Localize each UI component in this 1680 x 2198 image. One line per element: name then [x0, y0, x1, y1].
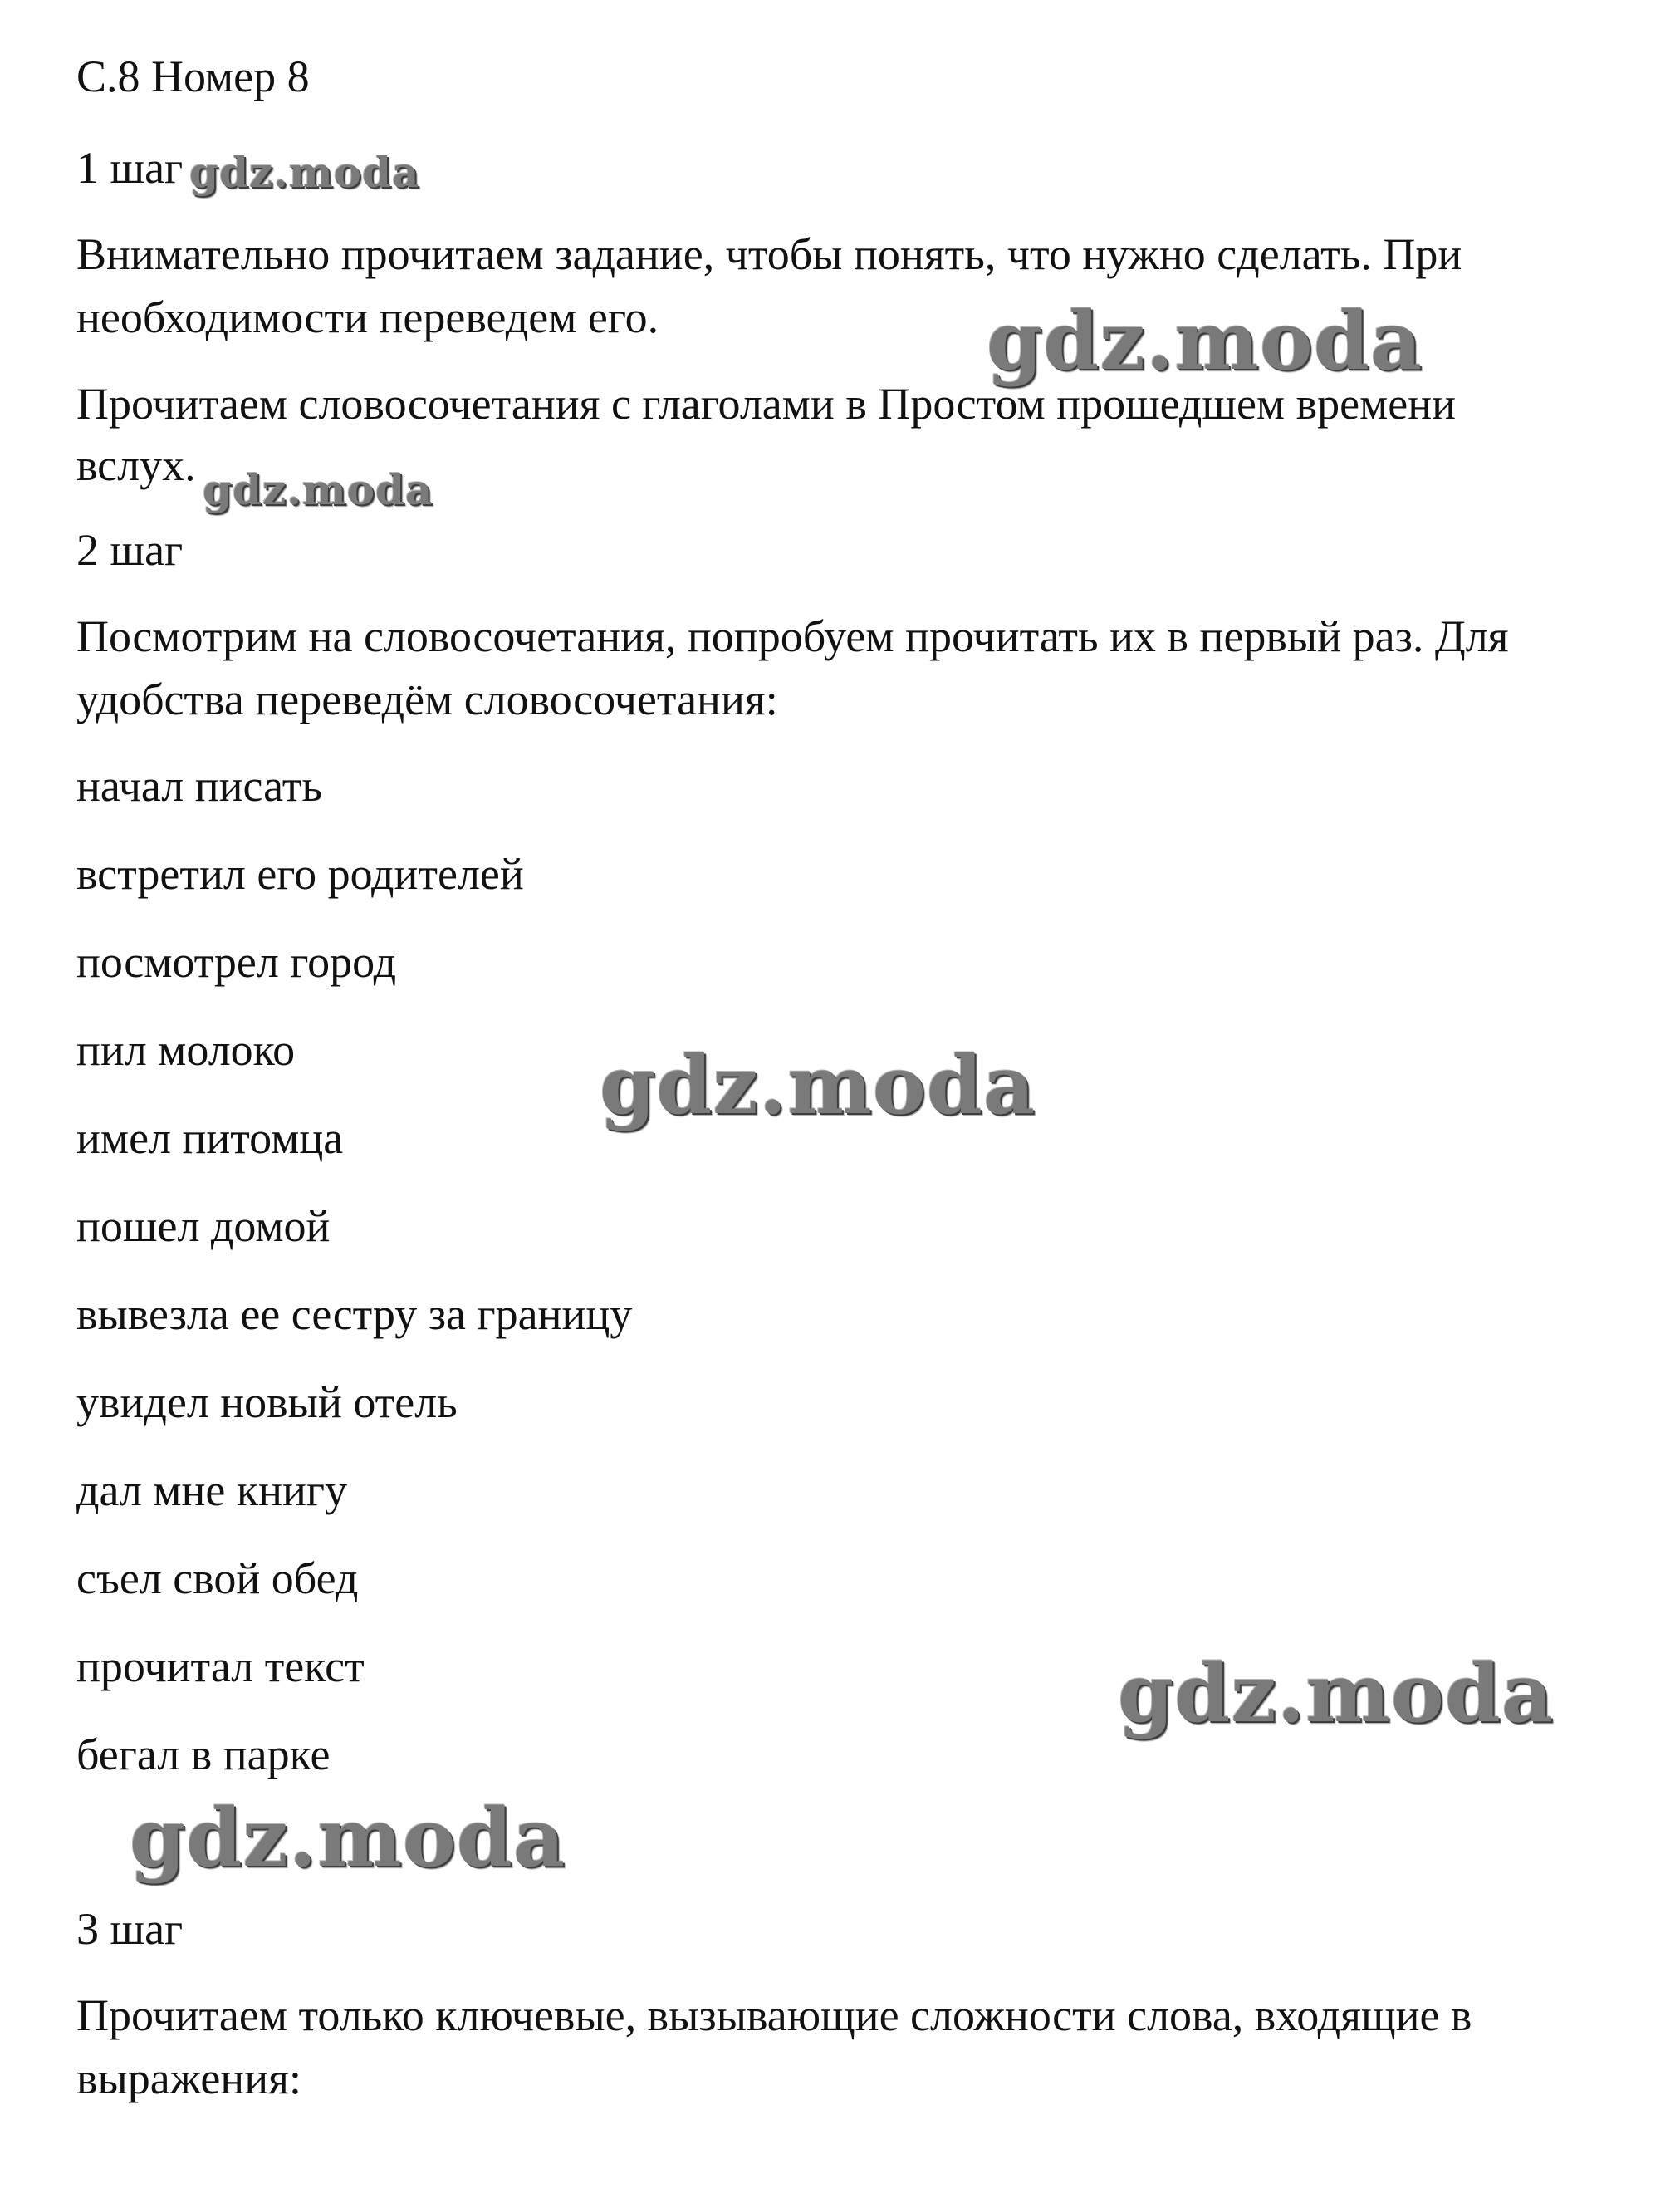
watermark: gdz.moda: [987, 294, 1423, 388]
phrase-item: дал мне книгу: [76, 1465, 348, 1515]
phrase-item: пил молоко: [76, 1025, 296, 1075]
phrase-item: прочитал текст: [76, 1641, 365, 1691]
paragraph-4-line-2: выражения:: [76, 2053, 301, 2103]
step-2-label: 2 шаг: [76, 525, 184, 575]
paragraph-2-line-1: Прочитаем словосочетания с глаголами в Простом прошедшем времени: [76, 379, 1457, 429]
paragraph-3-line-1: Посмотрим на словосочетания, попробуем прочитать их в первый раз. Для: [76, 611, 1509, 661]
phrase-item: посмотрел город: [76, 937, 397, 987]
phrase-item: пошел домой: [76, 1201, 331, 1251]
watermark: gdz.moda: [1118, 1646, 1555, 1740]
phrase-item: встретил его родителей: [76, 849, 524, 899]
phrase-item: начал писать: [76, 761, 322, 811]
watermark: gdz.moda: [600, 1038, 1036, 1132]
phrase-item: имел питомца: [76, 1113, 344, 1163]
phrase-item: бегал в парке: [76, 1729, 331, 1779]
paragraph-4-line-1: Прочитаем только ключевые, вызывающие сложности слова, входящие в: [76, 1990, 1472, 2040]
phrase-item: увидел новый отель: [76, 1377, 458, 1427]
watermark: gdz.moda: [203, 465, 433, 514]
paragraph-3-line-2: удобства переведём словосочетания:: [76, 675, 778, 724]
phrase-item: съел свой обед: [76, 1553, 359, 1603]
paragraph-2-line-2: вслух.: [76, 440, 196, 490]
page-header: С.8 Номер 8: [76, 52, 310, 101]
paragraph-1-line-2: необходимости переведем его.: [76, 292, 659, 342]
phrase-item: вывезла ее сестру за границу: [76, 1289, 633, 1339]
step-1-label: 1 шаг: [76, 143, 184, 193]
paragraph-1-line-1: Внимательно прочитаем задание, чтобы понять, что нужно сделать. При: [76, 229, 1462, 279]
watermark: gdz.moda: [189, 148, 420, 197]
step-3-label: 3 шаг: [76, 1904, 184, 1954]
watermark: gdz.moda: [130, 1791, 566, 1885]
